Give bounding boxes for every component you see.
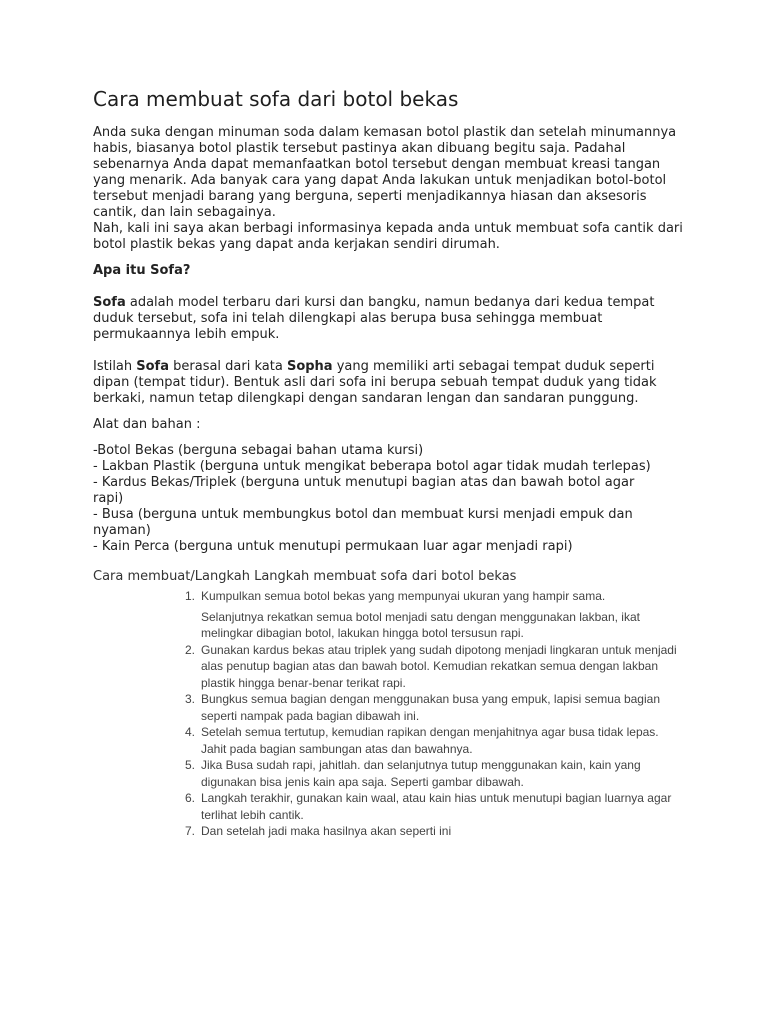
steps-list bbox=[178, 588, 678, 840]
step-item bbox=[178, 691, 678, 724]
origin-paragraph bbox=[93, 359, 688, 407]
page-title: Cara membuat sofa dari botol bekas bbox=[93, 87, 459, 111]
step-number: 7 . bbox=[178, 823, 195, 840]
step-item bbox=[178, 823, 678, 840]
step-text-continued: Selanjutnya rekatkan semua botol menjadi satu dengan menggunakan lakban, ikat melingkar dibagian botol, lakukan hingga botol tersusun rapi. bbox=[201, 609, 640, 640]
step-item bbox=[178, 642, 678, 692]
spacer bbox=[93, 433, 688, 443]
tools-list bbox=[93, 443, 688, 555]
step-text: Jika Busa sudah rapi, jahitlah. dan selanjutnya tutup menggunakan kain, kain yang digunakan bisa jenis kain apa saja. Seperti gambar dibawah. bbox=[201, 758, 641, 789]
step-number: 3 . bbox=[178, 691, 195, 708]
step-number: 4 . bbox=[178, 724, 195, 741]
tools-heading: Alat dan bahan : bbox=[93, 417, 201, 432]
step-number: 1 . bbox=[178, 588, 195, 605]
step-number: 2 . bbox=[178, 642, 195, 659]
step-text: Gunakan kardus bekas atau triplek yang sudah dipotong menjadi lingkaran untuk menjadi alas penutup bagian atas dan bawah botol. Kemudian rekatkan semua dengan lakban plastik hingga benar-benar terikat rapi. bbox=[201, 642, 677, 690]
definition-text: adalah model terbaru dari kursi dan bangku, namun bedanya dari kedua tempat duduk tersebut, sofa ini telah dilengkapi alas berupa busa sehingga membuat permukaannya lebih empuk. bbox=[93, 295, 655, 342]
tool-line: nyaman) bbox=[93, 523, 151, 538]
steps-heading: Cara membuat/Langkah Langkah membuat sofa dari botol bekas bbox=[93, 569, 517, 584]
tool-line: rapi) bbox=[93, 491, 124, 506]
step-item bbox=[178, 588, 678, 642]
spacer bbox=[93, 407, 688, 417]
tool-line: - Lakban Plastik (berguna untuk mengikat beberapa botol agar tidak mudah terlepas) bbox=[93, 459, 651, 474]
term-sopha: Sopha bbox=[286, 359, 333, 374]
step-number: 6 . bbox=[178, 790, 195, 807]
tool-line: - Busa (berguna untuk membungkus botol dan membuat kursi menjadi empuk dan bbox=[93, 507, 633, 522]
step-number: 5 . bbox=[178, 757, 195, 774]
origin-text-pre: Istilah bbox=[93, 359, 137, 374]
tool-line: - Kain Perca (berguna untuk menutupi permukaan luar agar menjadi rapi) bbox=[93, 539, 573, 554]
blank-line bbox=[93, 343, 688, 359]
step-item bbox=[178, 724, 678, 757]
term-sofa-2: Sofa bbox=[136, 359, 169, 374]
step-text: Kumpulkan semua botol bekas yang mempunyai ukuran yang hampir sama. bbox=[201, 589, 606, 603]
definition-paragraph bbox=[93, 295, 688, 343]
tool-line: -Botol Bekas (berguna sebagai bahan utama kursi) bbox=[93, 443, 424, 458]
origin-text-mid: berasal dari kata bbox=[169, 359, 287, 374]
term-sofa: Sofa bbox=[93, 295, 126, 310]
tool-line: - Kardus Bekas/Triplek (berguna untuk menutupi bagian atas dan bawah botol agar bbox=[93, 475, 635, 490]
step-item bbox=[178, 757, 678, 790]
step-text: Langkah terakhir, gunakan kain waal, atau kain hias untuk menutupi bagian luarnya agar terlihat lebih cantik. bbox=[201, 791, 672, 822]
section-heading: Apa itu Sofa? bbox=[93, 263, 191, 278]
intro-paragraph-1: Anda suka dengan minuman soda dalam kemasan botol plastik dan setelah minumannya habis, biasanya botol plastik tersebut pastinya akan dibuang begitu saja. Padahal sebenarnya Anda dapat memanfaatkan botol tersebut dengan membuat kreasi tangan yang menarik. Ada banyak cara yang dapat Anda lakukan untuk menjadikan botol-botol tersebut menjadi barang yang berguna, seperti menjadikannya hiasan dan aksesoris cantik, dan lain sebagainya. bbox=[93, 125, 677, 220]
step-text: Dan setelah jadi maka hasilnya akan seperti ini bbox=[201, 824, 452, 838]
document-body bbox=[93, 86, 688, 840]
step-text: Bungkus semua bagian dengan menggunakan busa yang empuk, lapisi semua bagian seperti nampak pada bagian dibawah ini. bbox=[201, 692, 660, 723]
intro-paragraph-2: Nah, kali ini saya akan berbagi informasinya kepada anda untuk membuat sofa cantik dari botol plastik bekas yang dapat anda kerjakan sendiri dirumah. bbox=[93, 221, 683, 252]
origin-text-post: yang memiliki arti sebagai tempat duduk seperti dipan (tempat tidur). Bentuk asli dari sofa ini berupa sebuah tempat duduk yang tidak berkaki, namun tetap dilengkapi dengan sandaran lengan dan sandaran punggung. bbox=[93, 359, 657, 406]
step-item bbox=[178, 790, 678, 823]
step-text: Setelah semua tertutup, kemudian rapikan dengan menjahitnya agar busa tidak lepas. Jahit pada bagian sambungan atas dan bawahnya. bbox=[201, 725, 659, 756]
